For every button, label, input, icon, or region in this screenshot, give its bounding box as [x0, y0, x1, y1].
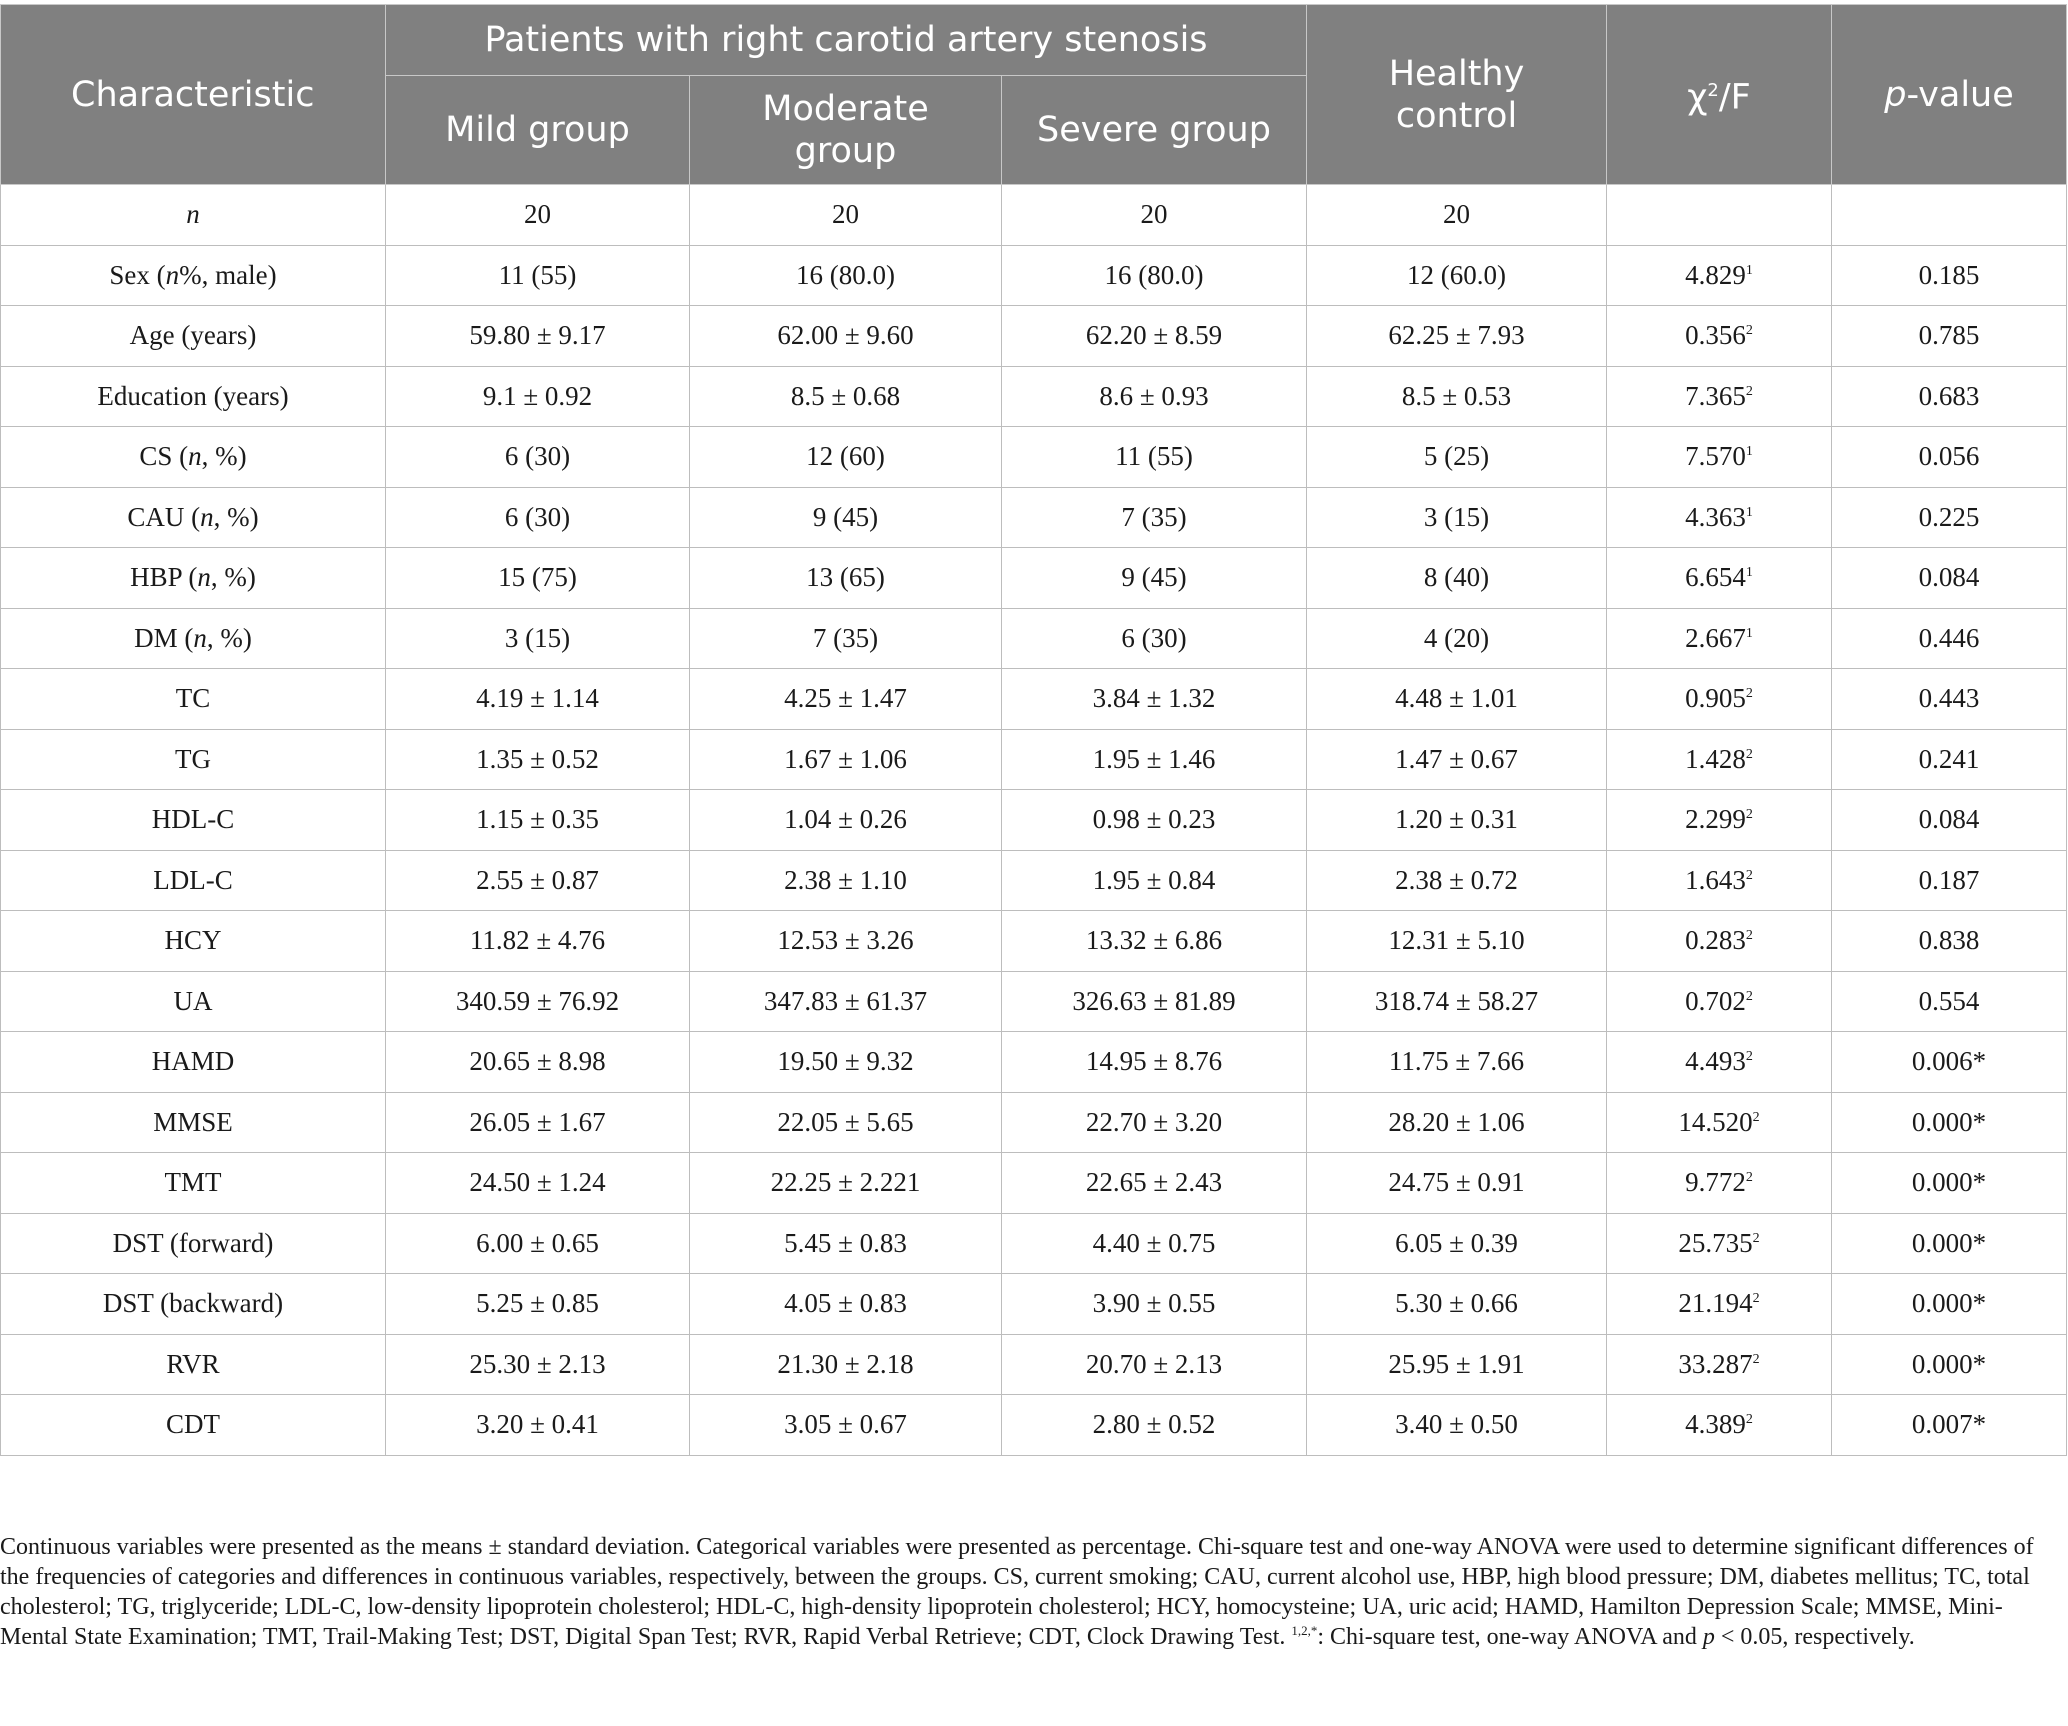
statistic-test-marker: 1 — [1745, 565, 1753, 581]
row-label: Age (years) — [1, 306, 386, 367]
cell-severe: 0.98 ± 0.23 — [1002, 790, 1307, 851]
cell-severe: 13.32 ± 6.86 — [1002, 911, 1307, 972]
cell-severe: 3.90 ± 0.55 — [1002, 1274, 1307, 1335]
header-moderate-line2: group — [794, 131, 897, 171]
header-mild-group: Mild group — [386, 76, 690, 185]
statistic-value: 21.194 — [1678, 1288, 1753, 1319]
cell-pvalue: 0.225 — [1832, 487, 2067, 548]
table-row — [1, 729, 2067, 790]
statistic-value: 4.363 — [1685, 501, 1746, 532]
cell-pvalue — [1832, 185, 2067, 246]
cell-severe: 8.6 ± 0.93 — [1002, 366, 1307, 427]
statistic-value: 14.520 — [1678, 1106, 1753, 1137]
cell-healthy: 62.25 ± 7.93 — [1307, 306, 1607, 367]
cell-severe: 16 (80.0) — [1002, 245, 1307, 306]
statistic-value: 6.654 — [1685, 562, 1746, 593]
row-label: Education (years) — [1, 366, 386, 427]
cell-severe: 1.95 ± 1.46 — [1002, 729, 1307, 790]
cell-mild: 3 (15) — [386, 608, 690, 669]
row-label: HDL-C — [1, 790, 386, 851]
row-label: HBP (n, %) — [1, 548, 386, 609]
cell-mild: 24.50 ± 1.24 — [386, 1153, 690, 1214]
cell-mild: 1.15 ± 0.35 — [386, 790, 690, 851]
cell-healthy: 12 (60.0) — [1307, 245, 1607, 306]
statistic-value: 0.283 — [1685, 925, 1746, 956]
statistic-test-marker: 1 — [1745, 504, 1753, 520]
statistic-value: 1.428 — [1685, 743, 1746, 774]
cell-statistic — [1607, 1334, 1832, 1395]
cell-severe: 62.20 ± 8.59 — [1002, 306, 1307, 367]
statistic-test-marker: 2 — [1745, 686, 1753, 702]
cell-moderate: 5.45 ± 0.83 — [690, 1213, 1002, 1274]
cell-moderate: 22.25 ± 2.221 — [690, 1153, 1002, 1214]
statistic-test-marker: 2 — [1745, 1412, 1753, 1428]
row-label: DST (backward) — [1, 1274, 386, 1335]
cell-moderate: 16 (80.0) — [690, 245, 1002, 306]
cell-mild: 11.82 ± 4.76 — [386, 911, 690, 972]
table-caption — [0, 1532, 2068, 1652]
cell-healthy: 3.40 ± 0.50 — [1307, 1395, 1607, 1456]
table-row — [1, 911, 2067, 972]
header-moderate-group — [690, 76, 1002, 185]
cell-pvalue: 0.446 — [1832, 608, 2067, 669]
cell-mild: 4.19 ± 1.14 — [386, 669, 690, 730]
row-label: CAU (n, %) — [1, 487, 386, 548]
cell-pvalue: 0.000* — [1832, 1213, 2067, 1274]
table-row — [1, 608, 2067, 669]
row-label: HCY — [1, 911, 386, 972]
cell-moderate: 7 (35) — [690, 608, 1002, 669]
header-pvalue — [1832, 5, 2067, 185]
table-row — [1, 1092, 2067, 1153]
row-label: DM (n, %) — [1, 608, 386, 669]
header-stat-chi-sup: 2 — [1707, 80, 1719, 102]
cell-moderate: 12 (60) — [690, 427, 1002, 488]
statistic-test-marker: 2 — [1745, 867, 1753, 883]
cell-statistic — [1607, 911, 1832, 972]
cell-severe: 2.80 ± 0.52 — [1002, 1395, 1307, 1456]
cell-moderate: 4.05 ± 0.83 — [690, 1274, 1002, 1335]
table-row — [1, 487, 2067, 548]
table-row — [1, 850, 2067, 911]
cell-statistic — [1607, 548, 1832, 609]
cell-statistic — [1607, 427, 1832, 488]
cell-statistic — [1607, 1153, 1832, 1214]
cell-mild: 2.55 ± 0.87 — [386, 850, 690, 911]
cell-severe: 14.95 ± 8.76 — [1002, 1032, 1307, 1093]
cell-moderate: 8.5 ± 0.68 — [690, 366, 1002, 427]
cell-pvalue: 0.838 — [1832, 911, 2067, 972]
statistic-test-marker: 2 — [1745, 383, 1753, 399]
statistic-test-marker: 1 — [1745, 262, 1753, 278]
cell-healthy: 2.38 ± 0.72 — [1307, 850, 1607, 911]
statistic-value: 2.299 — [1685, 804, 1746, 835]
cell-mild: 9.1 ± 0.92 — [386, 366, 690, 427]
statistic-value: 0.905 — [1685, 683, 1746, 714]
cell-healthy: 318.74 ± 58.27 — [1307, 971, 1607, 1032]
statistic-test-marker: 2 — [1745, 988, 1753, 1004]
cell-pvalue: 0.683 — [1832, 366, 2067, 427]
cell-mild: 20 — [386, 185, 690, 246]
cell-mild: 26.05 ± 1.67 — [386, 1092, 690, 1153]
statistic-value: 4.829 — [1685, 259, 1746, 290]
statistic-test-marker: 2 — [1745, 807, 1753, 823]
statistic-value: 4.493 — [1685, 1046, 1746, 1077]
cell-pvalue: 0.443 — [1832, 669, 2067, 730]
statistic-test-marker: 2 — [1752, 1291, 1760, 1307]
cell-healthy: 4 (20) — [1307, 608, 1607, 669]
cell-healthy: 3 (15) — [1307, 487, 1607, 548]
cell-pvalue: 0.000* — [1832, 1274, 2067, 1335]
statistic-test-marker: 1 — [1745, 625, 1753, 641]
row-label: Sex (n%, male) — [1, 245, 386, 306]
cell-pvalue: 0.785 — [1832, 306, 2067, 367]
statistic-value: 2.667 — [1685, 622, 1746, 653]
cell-mild: 15 (75) — [386, 548, 690, 609]
statistic-test-marker: 2 — [1752, 1351, 1760, 1367]
row-label: TG — [1, 729, 386, 790]
cell-healthy: 1.20 ± 0.31 — [1307, 790, 1607, 851]
statistic-value: 4.389 — [1685, 1409, 1746, 1440]
header-healthy-line2: control — [1395, 95, 1518, 136]
cell-moderate: 62.00 ± 9.60 — [690, 306, 1002, 367]
cell-moderate: 21.30 ± 2.18 — [690, 1334, 1002, 1395]
header-moderate-line1: Moderate — [762, 89, 929, 129]
statistic-value: 7.365 — [1685, 380, 1746, 411]
cell-statistic — [1607, 729, 1832, 790]
cell-moderate: 347.83 ± 61.37 — [690, 971, 1002, 1032]
header-group-span: Patients with right carotid artery stenosis — [386, 5, 1307, 76]
cell-pvalue: 0.056 — [1832, 427, 2067, 488]
cell-healthy: 11.75 ± 7.66 — [1307, 1032, 1607, 1093]
header-severe-group: Severe group — [1002, 76, 1307, 185]
statistic-value: 9.772 — [1685, 1167, 1746, 1198]
cell-moderate: 12.53 ± 3.26 — [690, 911, 1002, 972]
cell-statistic — [1607, 366, 1832, 427]
row-label: HAMD — [1, 1032, 386, 1093]
table-row — [1, 1213, 2067, 1274]
statistic-value: 0.356 — [1685, 320, 1746, 351]
table-row — [1, 1153, 2067, 1214]
table-row — [1, 548, 2067, 609]
cell-severe: 20.70 ± 2.13 — [1002, 1334, 1307, 1395]
cell-healthy: 28.20 ± 1.06 — [1307, 1092, 1607, 1153]
cell-pvalue: 0.007* — [1832, 1395, 2067, 1456]
cell-moderate: 13 (65) — [690, 548, 1002, 609]
cell-statistic — [1607, 790, 1832, 851]
cell-severe: 3.84 ± 1.32 — [1002, 669, 1307, 730]
statistic-test-marker: 2 — [1752, 1109, 1760, 1125]
cell-pvalue: 0.000* — [1832, 1334, 2067, 1395]
cell-statistic — [1607, 971, 1832, 1032]
header-healthy-line1: Healthy — [1388, 53, 1525, 94]
table-body — [1, 185, 2067, 1456]
cell-statistic — [1607, 1395, 1832, 1456]
cell-severe: 9 (45) — [1002, 548, 1307, 609]
cell-severe: 11 (55) — [1002, 427, 1307, 488]
caption-text: Continuous variables were presented as the means ± standard deviation. Categorical variables were presented as percentage. Chi-square test and one-way ANOVA were used to determine significant differences of the frequencies of categories and differences in continuous variables, respectively, between the groups. CS, current smoking; CAU, current alcohol use, HBP, high blood pressure; DM, diabetes mellitus; TC, total cholesterol; TG, triglyceride; LDL-C, low-density lipoprotein cholesterol; HDL-C, high-density lipoprotein cholesterol; HCY, homocysteine; UA, uric acid; HAMD, Hamilton Depression Scale; MMSE, Mini-Mental State Examination; TMT, Trail-Making Test; DST, Digital Span Test; RVR, Rapid Verbal Retrieve; CDT, Clock Drawing Test. — [0, 1534, 2034, 1650]
header-statistic — [1607, 5, 1832, 185]
header-healthy-control — [1307, 5, 1607, 185]
header-stat-f: /F — [1718, 77, 1751, 118]
row-label: LDL-C — [1, 850, 386, 911]
cell-mild: 59.80 ± 9.17 — [386, 306, 690, 367]
cell-healthy: 4.48 ± 1.01 — [1307, 669, 1607, 730]
cell-healthy: 5.30 ± 0.66 — [1307, 1274, 1607, 1335]
cell-statistic — [1607, 850, 1832, 911]
cell-pvalue: 0.185 — [1832, 245, 2067, 306]
cell-pvalue: 0.187 — [1832, 850, 2067, 911]
cell-healthy: 24.75 ± 0.91 — [1307, 1153, 1607, 1214]
row-label: n — [1, 185, 386, 246]
caption-note-after: < 0.05, respectively. — [1714, 1624, 1915, 1650]
cell-mild: 6.00 ± 0.65 — [386, 1213, 690, 1274]
cell-statistic — [1607, 1092, 1832, 1153]
statistic-value: 33.287 — [1678, 1348, 1753, 1379]
cell-statistic — [1607, 1213, 1832, 1274]
cell-pvalue: 0.084 — [1832, 548, 2067, 609]
cell-moderate: 22.05 ± 5.65 — [690, 1092, 1002, 1153]
cell-severe: 6 (30) — [1002, 608, 1307, 669]
cell-moderate: 4.25 ± 1.47 — [690, 669, 1002, 730]
row-label: CS (n, %) — [1, 427, 386, 488]
table-row — [1, 366, 2067, 427]
table-row — [1, 669, 2067, 730]
cell-moderate: 2.38 ± 1.10 — [690, 850, 1002, 911]
row-label: MMSE — [1, 1092, 386, 1153]
cell-healthy: 12.31 ± 5.10 — [1307, 911, 1607, 972]
cell-pvalue: 0.554 — [1832, 971, 2067, 1032]
statistic-value: 0.702 — [1685, 985, 1746, 1016]
cell-moderate: 20 — [690, 185, 1002, 246]
header-stat-chi: χ — [1687, 77, 1708, 118]
cell-statistic — [1607, 1032, 1832, 1093]
cell-mild: 6 (30) — [386, 427, 690, 488]
row-label: TMT — [1, 1153, 386, 1214]
table-row — [1, 245, 2067, 306]
table-row — [1, 427, 2067, 488]
caption-note-sup: 1,2,* — [1291, 1623, 1318, 1638]
cell-mild: 3.20 ± 0.41 — [386, 1395, 690, 1456]
cell-moderate: 19.50 ± 9.32 — [690, 1032, 1002, 1093]
cell-healthy: 20 — [1307, 185, 1607, 246]
row-label: RVR — [1, 1334, 386, 1395]
statistic-test-marker: 2 — [1752, 1230, 1760, 1246]
cell-statistic — [1607, 1274, 1832, 1335]
cell-mild: 6 (30) — [386, 487, 690, 548]
table-row — [1, 306, 2067, 367]
statistic-value: 1.643 — [1685, 864, 1746, 895]
cell-severe: 22.70 ± 3.20 — [1002, 1092, 1307, 1153]
table-row — [1, 1274, 2067, 1335]
header-characteristic: Characteristic — [1, 5, 386, 185]
cell-statistic — [1607, 306, 1832, 367]
cell-severe: 7 (35) — [1002, 487, 1307, 548]
cell-mild: 25.30 ± 2.13 — [386, 1334, 690, 1395]
cell-statistic — [1607, 245, 1832, 306]
cell-healthy: 25.95 ± 1.91 — [1307, 1334, 1607, 1395]
caption-note-before: : Chi-square test, one-way ANOVA and — [1317, 1624, 1703, 1650]
cell-mild: 1.35 ± 0.52 — [386, 729, 690, 790]
cell-mild: 5.25 ± 0.85 — [386, 1274, 690, 1335]
cell-pvalue: 0.000* — [1832, 1092, 2067, 1153]
cell-healthy: 5 (25) — [1307, 427, 1607, 488]
header-pvalue-rest: -value — [1906, 74, 2014, 115]
cell-mild: 11 (55) — [386, 245, 690, 306]
cell-pvalue: 0.000* — [1832, 1153, 2067, 1214]
cell-pvalue: 0.006* — [1832, 1032, 2067, 1093]
statistic-test-marker: 2 — [1745, 1049, 1753, 1065]
statistic-test-marker: 2 — [1745, 323, 1753, 339]
characteristics-table — [0, 4, 2067, 1456]
cell-moderate: 9 (45) — [690, 487, 1002, 548]
caption-note-p: p — [1702, 1624, 1715, 1650]
row-label: CDT — [1, 1395, 386, 1456]
cell-moderate: 1.04 ± 0.26 — [690, 790, 1002, 851]
table-row — [1, 1032, 2067, 1093]
row-label: DST (forward) — [1, 1213, 386, 1274]
cell-severe: 326.63 ± 81.89 — [1002, 971, 1307, 1032]
cell-severe: 1.95 ± 0.84 — [1002, 850, 1307, 911]
cell-severe: 22.65 ± 2.43 — [1002, 1153, 1307, 1214]
cell-statistic — [1607, 669, 1832, 730]
table-row — [1, 185, 2067, 246]
cell-healthy: 1.47 ± 0.67 — [1307, 729, 1607, 790]
cell-mild: 20.65 ± 8.98 — [386, 1032, 690, 1093]
cell-statistic — [1607, 185, 1832, 246]
cell-healthy: 8.5 ± 0.53 — [1307, 366, 1607, 427]
cell-pvalue: 0.084 — [1832, 790, 2067, 851]
statistic-test-marker: 2 — [1745, 928, 1753, 944]
table-row — [1, 1334, 2067, 1395]
statistic-test-marker: 2 — [1745, 1170, 1753, 1186]
statistic-value: 25.735 — [1678, 1227, 1753, 1258]
cell-healthy: 6.05 ± 0.39 — [1307, 1213, 1607, 1274]
cell-statistic — [1607, 487, 1832, 548]
row-label: UA — [1, 971, 386, 1032]
statistic-test-marker: 2 — [1745, 746, 1753, 762]
cell-mild: 340.59 ± 76.92 — [386, 971, 690, 1032]
statistic-test-marker: 1 — [1745, 444, 1753, 460]
cell-moderate: 1.67 ± 1.06 — [690, 729, 1002, 790]
cell-severe: 4.40 ± 0.75 — [1002, 1213, 1307, 1274]
row-label: TC — [1, 669, 386, 730]
cell-statistic — [1607, 608, 1832, 669]
cell-severe: 20 — [1002, 185, 1307, 246]
cell-moderate: 3.05 ± 0.67 — [690, 1395, 1002, 1456]
cell-healthy: 8 (40) — [1307, 548, 1607, 609]
cell-pvalue: 0.241 — [1832, 729, 2067, 790]
table-row — [1, 971, 2067, 1032]
table-row — [1, 790, 2067, 851]
statistic-value: 7.570 — [1685, 441, 1746, 472]
table-row — [1, 1395, 2067, 1456]
header-pvalue-p: p — [1884, 74, 1907, 115]
